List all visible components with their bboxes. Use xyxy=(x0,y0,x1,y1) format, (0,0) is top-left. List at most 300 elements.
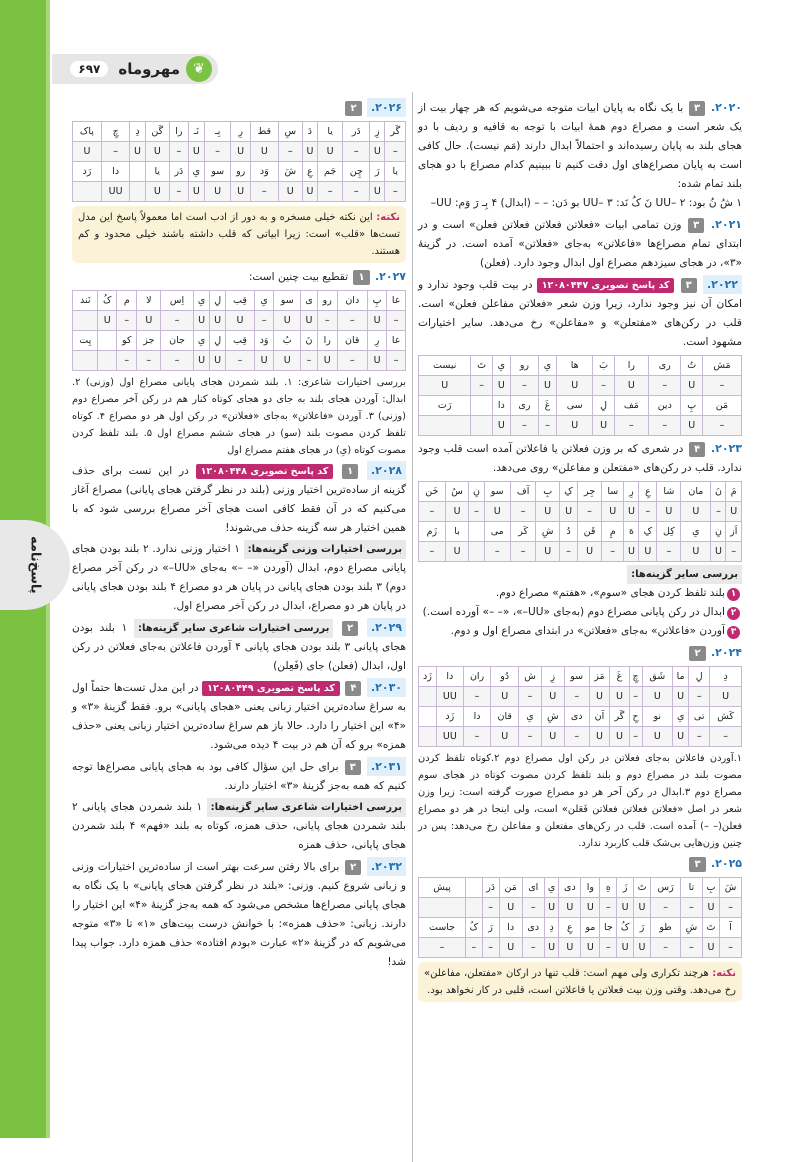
right-column xyxy=(418,96,742,1006)
scansion-cell: حِ xyxy=(629,707,642,727)
scansion-cell: رَد xyxy=(73,162,102,182)
scansion-cell: لِ xyxy=(689,667,710,687)
scansion-cell: U xyxy=(589,687,609,707)
question-number: ۲۰۲۸. xyxy=(367,461,406,480)
answer-badge: ۱ xyxy=(353,270,369,285)
question-number: ۲۰۲۷. xyxy=(374,270,406,283)
explanation-2024: ۱.آوردن فاعلاتن به‌جای فعلاتن در رکن اول مصراع دوم ۲.کوتاه تلفظ کردن مصوت بلند در مصراع دوم و بلند تلفظ کردن مصوت کوتاه در هجای سوم مصراع دوم ۳.ابدال در رکن آخر هر دو مصراع صورت گرفته است: زیرا وزن شعر در اصل «فعلاتن فعلاتن فعلاتن فَعَلن» است، ولی اینجا در هر دو مصراع فعلن(– –) آمده است. قلب در رکن‌های مفتعلن و مفاعلن رخ می‌دهد: پس در چنین وزن‌هایی بی‌شک قلب کاربرد ندارد. xyxy=(418,753,743,849)
question-number: ۲۰۳۱. xyxy=(367,757,406,776)
scansion-cell: U xyxy=(274,311,301,331)
scansion-cell: یا xyxy=(385,162,406,182)
scansion-cell: دَر xyxy=(343,122,370,142)
scansion-cell: U xyxy=(445,502,469,522)
question-text: تقطیع بیت چنین است: xyxy=(248,271,349,283)
scansion-cell: – xyxy=(301,351,317,371)
scansion-cell: ای xyxy=(522,878,544,898)
scansion-cell: یا xyxy=(318,122,343,142)
scansion-cell: ری xyxy=(510,396,538,416)
scansion-cell: – xyxy=(161,351,194,371)
scansion-row xyxy=(419,376,742,396)
page-header xyxy=(52,54,218,84)
question-number: ۲۰۲۱. xyxy=(710,218,742,231)
scansion-cell: – xyxy=(680,938,702,958)
scansion-cell: عا xyxy=(387,291,406,311)
scansion-table-2024 xyxy=(418,666,742,747)
scansion-cell: یِ xyxy=(544,878,559,898)
scansion-table-2025 xyxy=(418,877,742,958)
scansion-cell: چِ xyxy=(629,667,642,687)
scansion-cell: – xyxy=(318,182,343,202)
scansion-cell: شَق xyxy=(642,667,673,687)
scansion-cell: دِ xyxy=(710,667,742,687)
scansion-cell: – xyxy=(117,311,137,331)
scansion-cell: بُ xyxy=(274,331,301,351)
question-2023 xyxy=(418,439,742,478)
scansion-cell: U xyxy=(193,351,209,371)
scansion-cell: غَ xyxy=(538,396,556,416)
scansion-cell: U xyxy=(317,351,337,371)
scansion-cell: لا xyxy=(137,291,161,311)
note-text: هرچند تکراری ولی مهم است: قلب تنها در ارکان «مفتعلن، مفاعلن» رخ می‌دهد. وقتی وزن بیت فعلاتن یا فاعلاتن است، قلبی در کار نخواهد بود. xyxy=(424,968,736,996)
note-2025 xyxy=(418,962,742,1002)
scansion-cell: – xyxy=(710,727,742,747)
scansion-cell: مان xyxy=(681,482,711,502)
question-2026 xyxy=(72,98,406,118)
scansion-cell: U xyxy=(610,687,629,707)
scansion-cell: – xyxy=(519,727,542,747)
side-label: پاسخ‌نامه xyxy=(27,536,43,594)
question-text: برای حل این سؤال کافی بود به هجای پایانی مصراع‌ها توجه کنیم که همه به‌جز گزینهٔ «۳» اختیار دارند. xyxy=(72,761,406,792)
scansion-cell: – xyxy=(161,311,194,331)
scansion-cell: – xyxy=(560,542,578,562)
question-2029 xyxy=(72,618,406,676)
scansion-cell: قان xyxy=(337,331,367,351)
scansion-cell: زِ xyxy=(370,122,385,142)
page-number: ۶۹۷ xyxy=(70,61,108,77)
scansion-table-2022 xyxy=(418,355,742,436)
scansion-cell: ها xyxy=(557,356,593,376)
visual-answer-code[interactable]: کد پاسخ تصویری ۱۲۰۸۰۴۴۸ xyxy=(196,464,334,479)
scansion-table-2026 xyxy=(72,121,406,202)
scansion-cell: – xyxy=(629,727,642,747)
scansion-cell: یا xyxy=(145,162,169,182)
scansion-cell xyxy=(419,898,466,918)
scansion-cell: دَر xyxy=(482,878,499,898)
scansion-cell: زَم xyxy=(419,522,446,542)
scansion-cell: کَش xyxy=(710,707,742,727)
scansion-cell: – xyxy=(639,502,657,522)
scansion-cell: دی xyxy=(522,918,544,938)
question-number: ۲۰۲۴. xyxy=(710,646,742,659)
scansion-cell: U xyxy=(301,311,317,331)
question-number: ۲۰۲۰. xyxy=(710,101,743,114)
scansion-cell: – xyxy=(101,142,130,162)
review-text: ۱ اختیار وزنی ندارد. ۲ بلند بودن هجای پایانی مصراع دوم، ابدال (آوردن «– –» به‌جای «UU–» در رکن آخر مصراع دوم) ۳ بلند بودن هجای پایانی در پایان هر دو مصراع ۴ بلند بودن هجای پایانی در پایان هر دو مصراع، ابدال در رکن آخر مصراع اول. xyxy=(72,543,406,612)
scansion-cell: – xyxy=(657,542,681,562)
scansion-cell: نیست xyxy=(419,356,471,376)
scansion-row xyxy=(73,122,406,142)
scansion-cell: آن xyxy=(589,707,609,727)
scansion-cell: بِـ xyxy=(204,122,231,142)
scansion-cell: جاست xyxy=(419,918,466,938)
scansion-cell: دا xyxy=(101,162,130,182)
scansion-cell: گَر xyxy=(610,707,629,727)
scansion-cell xyxy=(130,162,145,182)
scansion-cell: ری xyxy=(649,356,681,376)
scansion-cell: U xyxy=(541,687,564,707)
scansion-cell: آ xyxy=(720,918,742,938)
scansion-cell: پاک xyxy=(73,122,102,142)
scansion-cell: U xyxy=(673,687,689,707)
scansion-cell: رو xyxy=(231,162,250,182)
scansion-cell: – xyxy=(510,376,538,396)
scansion-cell: U xyxy=(130,142,145,162)
answer-badge: ۲ xyxy=(689,646,705,661)
scansion-cell xyxy=(419,687,437,707)
scansion-cell: گَر xyxy=(385,122,406,142)
scansion-row xyxy=(419,522,742,542)
scansion-cell: U xyxy=(231,182,250,202)
scansion-cell: قط xyxy=(250,122,278,142)
answer-badge: ۲ xyxy=(345,860,361,875)
scansion-cell: U xyxy=(617,938,634,958)
question-text: برای بالا رفتن سرعت بهتر است از ساده‌ترین اختیارات وزنی و زبانی شروع کنیم. وزنی: «بلند در نظر گرفتن هجای پایانی» با یک نگاه به هجای پایانی مصراع‌ها مشخص می‌شود که همه به‌جز گزینهٔ «۴» این اختیار را دارند. زبانی: «حذف همزه»: با خوانش درست بیت‌های «۱» تا «۳» متوجه می‌شویم که در گزینهٔ «۲» عبارت «بودم افتاده» حذف همزه دارد. جواب پیدا شد! xyxy=(72,861,407,968)
scansion-cell: U xyxy=(367,351,386,371)
scansion-row xyxy=(419,898,742,918)
scansion-cell: U xyxy=(657,502,681,522)
butterfly-logo-icon: ❦ xyxy=(186,56,212,82)
scansion-row xyxy=(73,331,406,351)
scansion-cell: دان xyxy=(337,291,367,311)
scansion-cell: U xyxy=(445,542,469,562)
question-2025 xyxy=(418,854,742,874)
scansion-cell: U xyxy=(278,182,302,202)
review-heading: بررسی اختیارات شاعری سایر گزینه‌ها: xyxy=(134,619,333,638)
scansion-cell: تُ xyxy=(681,356,702,376)
answer-badge: ۴ xyxy=(345,681,361,696)
scansion-cell: شِ xyxy=(680,918,702,938)
scansion-cell: U xyxy=(557,376,593,396)
scansion-cell: U xyxy=(210,311,226,331)
scansion-cell: کِ xyxy=(560,482,578,502)
scansion-cell: عا xyxy=(387,331,406,351)
scansion-cell xyxy=(469,522,484,542)
scansion-cell: – xyxy=(250,182,278,202)
scansion-cell: U xyxy=(639,542,657,562)
scansion-cell: U xyxy=(560,502,578,522)
answer-badge: ۱ xyxy=(342,464,358,479)
review-heading: بررسی اختیارات وزنی گزینه‌ها: xyxy=(244,540,406,559)
question-text: در این تست برای حذف گزینه از ساده‌ترین اختیار وزنی (بلند در نظر گرفتن هجای پایانی) مصراع آغاز می‌کنیم که در آن فقط کافی است هجای آخر مصراع بررسی شود که با همین اختیار هر سه گزینه حذف می‌شوند! xyxy=(72,465,406,534)
scansion-cell xyxy=(130,182,145,202)
scansion-cell: دُو xyxy=(491,667,519,687)
scansion-cell: – xyxy=(564,687,589,707)
scansion-cell xyxy=(98,331,117,351)
scansion-cell: U xyxy=(231,142,250,162)
scansion-cell: – xyxy=(522,938,544,958)
scansion-cell: U xyxy=(254,351,273,371)
scansion-cell: نَ xyxy=(711,482,726,502)
side-tab xyxy=(0,520,70,610)
scansion-row xyxy=(73,291,406,311)
question-2024 xyxy=(418,643,742,663)
scansion-cell: – xyxy=(564,727,589,747)
scansion-cell: رَ xyxy=(482,918,499,938)
scansion-cell: U xyxy=(681,542,711,562)
question-text: ۱ بلند بودن هجای پایانی ۳ بلند بودن هجای پایانی ۴ آوردن فاعلاتن به‌جای فعلاتن در رکن اول، ابدال (فعلن) جای (فَعِلن) xyxy=(72,622,407,672)
scansion-cell: U xyxy=(711,542,726,562)
scansion-cell: U xyxy=(204,182,231,202)
scansion-cell: U xyxy=(302,142,317,162)
scansion-cell: – xyxy=(385,182,406,202)
scansion-cell: UU xyxy=(436,687,463,707)
scansion-cell: رو xyxy=(510,356,538,376)
scansion-cell: – xyxy=(702,416,741,436)
scansion-cell: – xyxy=(649,376,681,396)
review-text: ۱ بلند شمردن هجای پایانی ۲ بلند شمردن هجای پایانی، حذف همزه، کوتاه به بلند «فهم» ۴ بلند شمردن هجای پایانی، حذف همزه xyxy=(72,801,406,851)
scansion-cell: یِ xyxy=(193,291,209,311)
scansion-cell: U xyxy=(681,416,702,436)
scansion-cell: کُ xyxy=(617,918,634,938)
scansion-cell: دا xyxy=(463,707,490,727)
scansion-cell: را xyxy=(170,122,189,142)
scansion-cell: U xyxy=(617,898,634,918)
scansion-cell: – xyxy=(137,351,161,371)
scansion-cell: – xyxy=(387,311,406,331)
scansion-cell: هَ xyxy=(624,522,639,542)
scansion-cell: لِ xyxy=(210,331,226,351)
scansion-cell: – xyxy=(726,542,742,562)
scansion-cell: مَن xyxy=(702,396,741,416)
scansion-cell xyxy=(471,396,492,416)
question-2022 xyxy=(418,275,742,352)
scansion-cell: عِ xyxy=(559,918,581,938)
review-2031 xyxy=(72,798,406,855)
scansion-cell: وَد xyxy=(254,331,273,351)
scansion-cell: U xyxy=(681,502,711,522)
scansion-cell: شِ xyxy=(536,522,560,542)
scansion-cell: دی xyxy=(564,707,589,727)
scansion-table-2027 xyxy=(72,290,406,371)
scansion-cell: – xyxy=(278,142,302,162)
scansion-cell: طو xyxy=(651,918,681,938)
scansion-row xyxy=(419,878,742,898)
scansion-cell: – xyxy=(419,938,466,958)
scansion-cell: خَن xyxy=(419,482,446,502)
scansion-cell: قَن xyxy=(578,522,602,542)
scansion-cell: کِ xyxy=(639,522,657,542)
scansion-cell: U xyxy=(544,898,559,918)
answer-badge: ۳ xyxy=(688,218,704,233)
scansion-cell: – xyxy=(419,502,446,522)
scansion-cell: مَز xyxy=(589,667,609,687)
scansion-cell: دا xyxy=(499,918,522,938)
scansion-cell: آف xyxy=(510,482,535,502)
scansion-cell: U xyxy=(581,898,600,918)
scansion-cell: U xyxy=(318,142,343,162)
scansion-cell: رِ xyxy=(231,122,250,142)
scansion-cell: U xyxy=(491,727,519,747)
scansion-cell: جَم xyxy=(318,162,343,182)
scansion-cell: – xyxy=(337,311,367,331)
column-divider xyxy=(412,92,413,1162)
scansion-cell: U xyxy=(274,351,301,371)
explanation-2027: بررسی اختیارات شاعری: ۱. بلند شمردن هجای پایانی مصراع اول (وزنی) ۲. ابدال: آوردن هجای بلند به جای دو هجای کوتاه کنار هم در رکن آخر مصراع دوم (وزنی) ۳. آوردن «فاعلاتن» به‌جای «فعلاتن» در رکن اول هر دو مصراع ۴. کوتاه تلفظ کردن مصوت بلند (سو) در هجای ششم مصراع اول ۵. بلند تلفظ کردن مصوت کوتاه (یِ) در هجای هفتم مصراع اول xyxy=(72,377,406,456)
scansion-cell: U xyxy=(188,142,204,162)
scansion-cell: U xyxy=(559,938,581,958)
scansion-cell: م xyxy=(117,291,137,311)
scansion-cell: کُ xyxy=(466,918,483,938)
scansion-cell: یِ xyxy=(673,707,689,727)
scansion-cell: U xyxy=(210,351,226,371)
scansion-cell: را xyxy=(317,331,337,351)
scansion-cell: مو xyxy=(581,918,600,938)
visual-answer-code[interactable]: کد پاسخ تصویری ۱۲۰۸۰۴۴۷ xyxy=(537,278,675,293)
left-column xyxy=(72,96,406,974)
scansion-cell: جان xyxy=(161,331,194,351)
scansion-cell: – xyxy=(578,502,602,522)
scansion-row xyxy=(419,482,742,502)
scansion-cell: ما xyxy=(673,667,689,687)
scansion-cell: شا xyxy=(657,482,681,502)
scansion-cell: مَن xyxy=(499,878,522,898)
answer-badge: ۲ xyxy=(342,621,358,636)
scansion-cell: U xyxy=(581,938,600,958)
answer-badge: ۳ xyxy=(689,857,705,872)
scansion-row xyxy=(419,502,742,522)
scansion-cell: – xyxy=(343,182,370,202)
scansion-cell: شِ xyxy=(541,707,564,727)
scansion-cell: قِب xyxy=(225,331,254,351)
scansion-cell: دا xyxy=(492,396,510,416)
scansion-row xyxy=(73,142,406,162)
scansion-cell: – xyxy=(649,416,681,436)
scansion-cell: نِ xyxy=(469,482,484,502)
scansion-cell: سا xyxy=(602,482,624,502)
scansion-cell: تا xyxy=(680,878,702,898)
scansion-cell: بِ xyxy=(702,878,719,898)
scansion-cell: شَ xyxy=(278,162,302,182)
scansion-cell: – xyxy=(593,376,614,396)
scansion-cell: – xyxy=(469,502,484,522)
scansion-cell: – xyxy=(600,938,617,958)
scansion-cell: تَ xyxy=(702,918,719,938)
scansion-cell: یِ xyxy=(519,707,542,727)
scansion-cell: – xyxy=(204,142,231,162)
scansion-cell: – xyxy=(170,182,189,202)
question-number: ۲۰۲۶. xyxy=(367,98,406,117)
scansion-cell xyxy=(73,351,98,371)
question-number: ۲۰۲۹. xyxy=(367,618,406,637)
scansion-cell: مَش xyxy=(702,356,741,376)
scansion-cell: ی xyxy=(301,291,317,311)
question-text: در شعری که بر وزن فعلاتن یا فاعلاتن آمده است قلب وجود ندارد. قلب در رکن‌های «مفتعلن و مفاعلن» روی می‌دهد. xyxy=(418,443,742,474)
scansion-cell: – xyxy=(484,542,510,562)
scansion-cell: را xyxy=(614,356,648,376)
scansion-cell: – xyxy=(343,142,370,162)
scansion-cell: سو xyxy=(274,291,301,311)
scansion-cell: – xyxy=(510,542,535,562)
scansion-cell: U xyxy=(726,502,742,522)
scansion-cell xyxy=(419,707,437,727)
scansion-cell: نَـ xyxy=(188,122,204,142)
scansion-cell: زَد xyxy=(436,707,463,727)
scansion-cell: اِس xyxy=(161,291,194,311)
scansion-cell: – xyxy=(317,311,337,331)
scansion-row xyxy=(419,542,742,562)
scansion-cell: لِ xyxy=(210,291,226,311)
scansion-cell: – xyxy=(629,687,642,707)
scansion-cell: – xyxy=(720,898,742,918)
scansion-cell: دَر xyxy=(170,162,189,182)
scansion-row xyxy=(419,396,742,416)
scansion-cell: گَن xyxy=(145,122,169,142)
scansion-cell: سو xyxy=(204,162,231,182)
note-heading: نکته: xyxy=(712,968,736,979)
scansion-cell: رَ xyxy=(633,918,650,938)
scansion-cell: U xyxy=(536,502,560,522)
scansion-cell: U xyxy=(710,687,742,707)
scansion-cell: U xyxy=(188,182,204,202)
scansion-cell: U xyxy=(593,416,614,436)
scansion-cell: ش xyxy=(519,667,542,687)
scansion-cell: زَد xyxy=(419,667,437,687)
scansion-cell: U xyxy=(137,311,161,331)
scansion-cell: U xyxy=(370,142,385,162)
scansion-cell: U xyxy=(702,938,719,958)
scansion-cell: تَ xyxy=(633,878,650,898)
scansion-cell: U xyxy=(370,182,385,202)
scansion-row xyxy=(419,707,742,727)
scansion-cell: تی xyxy=(689,707,710,727)
scansion-cell: – xyxy=(337,351,367,371)
scansion-cell: وا xyxy=(581,878,600,898)
scansion-row xyxy=(419,938,742,958)
scansion-cell xyxy=(73,182,102,202)
scansion-table-2023 xyxy=(418,481,742,562)
scansion-cell xyxy=(98,351,117,371)
review-2028 xyxy=(72,540,406,616)
answer-badge: ۳ xyxy=(689,101,705,116)
scansion-row xyxy=(73,311,406,331)
scansion-cell: زَ xyxy=(617,878,634,898)
scansion-cell: نَ xyxy=(301,331,317,351)
scansion-cell: U xyxy=(145,142,169,162)
scansion-cell: U xyxy=(499,938,522,958)
scansion-row xyxy=(419,416,742,436)
scansion-cell: – xyxy=(254,311,273,331)
scansion-cell: رِ xyxy=(624,482,639,502)
scansion-cell: U xyxy=(642,687,673,707)
options-line: ۱ شُ نُ بود: UU– ۲ نَ کُ نَد: UU– ۳ بو دَن: – – (ابدال) ۴ بِـ رَ وَم: UU– xyxy=(430,197,742,209)
scansion-cell: دَ xyxy=(302,122,317,142)
scansion-cell: سِ xyxy=(278,122,302,142)
visual-answer-code[interactable]: کد پاسخ تصویری ۱۲۰۸۰۴۴۹ xyxy=(202,681,340,696)
scansion-cell: دِ xyxy=(130,122,145,142)
scansion-cell: رَ xyxy=(370,162,385,182)
scansion-cell: U xyxy=(624,542,639,562)
scansion-cell: – xyxy=(538,416,556,436)
scansion-cell: UU xyxy=(436,727,463,747)
scansion-cell: – xyxy=(600,898,617,918)
scansion-cell: U xyxy=(302,182,317,202)
scansion-row xyxy=(73,351,406,371)
brand-name: مهروماه xyxy=(118,60,180,78)
question-text: در این مدل تست‌ها حتماً اول به سراغ ساده‌ترین اختیار زبانی یعنی «هجای پایانی» برو. فقط گزینهٔ «۳» و «۴» این اختیار را دارد. حالا باز هم سراغ ساده‌ترین اختیار زبانی یعنی «حذف همزه» برو که آن هم در بیت ۴ دیده می‌شود. xyxy=(72,682,406,751)
question-text: وزن تمامی ابیات «فعلاتن فعلاتن فعلاتن فعلن» است و در ابتدای تمام مصراع‌ها «فاعلاتن» به‌جای «فعلاتن» آمده است. در گزینهٔ «۳»، در هجای سیزدهم مصراع اول ابدال وجود دارد. (فعلن) xyxy=(418,219,742,269)
scansion-cell: U xyxy=(73,142,102,162)
scansion-cell: جِر xyxy=(578,482,602,502)
